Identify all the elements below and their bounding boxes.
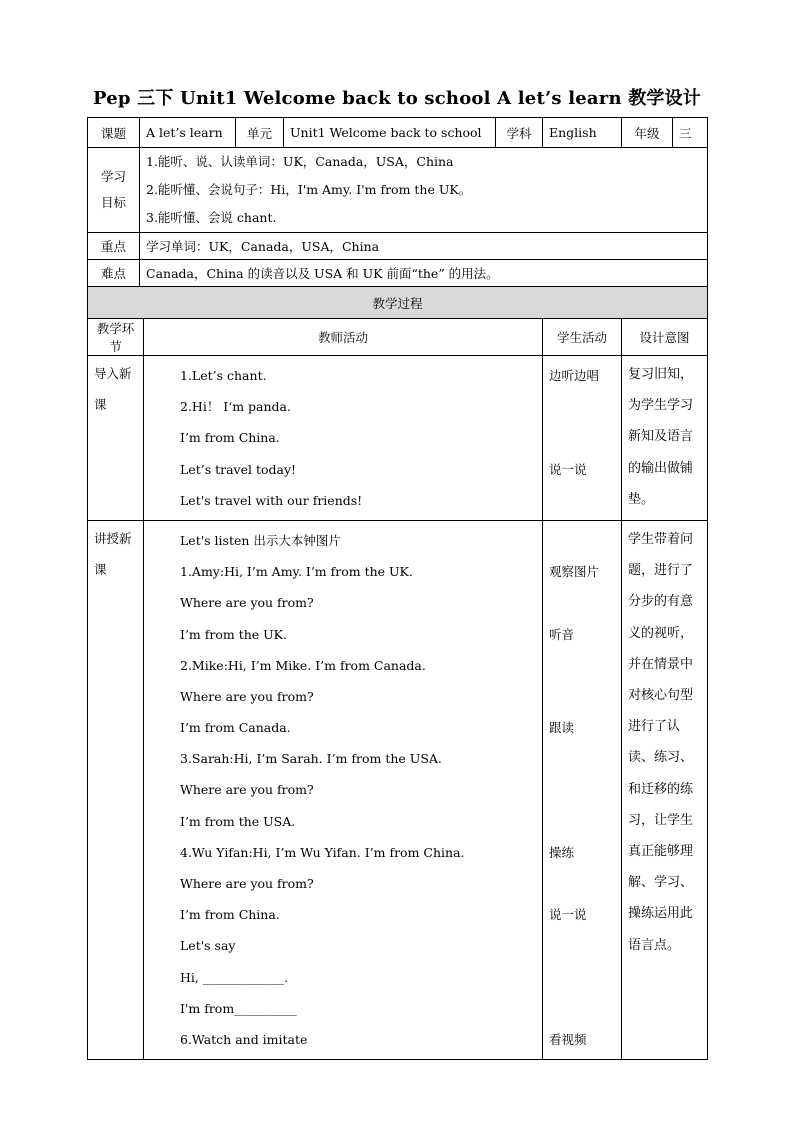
teach-teacher-line: 1.Amy:Hi, I’m Amy. I’m from the UK.	[180, 564, 413, 580]
teach-teacher-line: Where are you from?	[180, 782, 314, 798]
teach-student-line: 看视频	[549, 1031, 587, 1047]
teach-teacher-line: I’m from the USA.	[180, 813, 296, 829]
lesson-plan-table	[87, 117, 708, 1060]
course-label: 课题	[88, 118, 140, 148]
teach-teacher-line: I’m from the UK.	[180, 626, 287, 642]
grade-value: 三	[673, 118, 708, 148]
teach-student-line	[549, 525, 615, 556]
teach-student-line: 说一说	[549, 907, 587, 923]
course-value: A let’s learn	[140, 118, 236, 148]
subject-value: English	[543, 118, 622, 148]
teach-student-line	[549, 993, 615, 1024]
intro-teacher-line: 2.Hi！ I‘m panda.	[180, 399, 291, 415]
document-title: Pep 三下 Unit1 Welcome back to school A let’s learn 教学设计	[92, 88, 702, 109]
teach-teacher-line: Let's listen 出示大本钟图片	[180, 532, 341, 548]
grade-label: 年级	[622, 118, 673, 148]
teach-student-line	[549, 681, 615, 712]
teach-student-line: 跟读	[549, 720, 575, 736]
intro-student-cell	[543, 356, 622, 521]
process-header-row	[88, 287, 708, 319]
teach-student-line	[549, 930, 615, 961]
column-header-stage: 教学环节	[88, 319, 144, 356]
teach-teacher-line: I’m from China.	[180, 907, 280, 923]
teach-stage: 讲授新课	[88, 520, 144, 1059]
objective-item: 3.能听懂、会说 chant.	[146, 210, 277, 225]
teach-teacher-line: Where are you from?	[180, 595, 314, 611]
teach-teacher-line: 4.Wu Yifan:Hi, I’m Wu Yifan. I’m from China.	[180, 844, 465, 860]
teach-row	[88, 520, 708, 1059]
teach-teacher-line: Let's say	[180, 938, 236, 954]
info-row	[88, 118, 708, 148]
unit-label: 单元	[236, 118, 284, 148]
objective-item: 2.能听懂、会说句子：Hi，I'm Amy. I'm from the UK。	[146, 182, 472, 197]
intro-teacher-line: Let’s travel today!	[180, 461, 297, 477]
intro-student-line: 说一说	[549, 461, 587, 477]
teach-teacher-line: I’m from Canada.	[180, 720, 291, 736]
column-header-teacher: 教师活动	[144, 319, 543, 356]
teach-student-line	[549, 743, 615, 774]
intro-stage: 导入新课	[88, 356, 144, 521]
objective-item: 1.能听、说、认读单词：UK，Canada，USA，China	[146, 154, 454, 169]
teach-teacher-line: Where are you from?	[180, 876, 314, 891]
teach-teacher-line: Where are you from?	[180, 688, 314, 704]
teach-teacher-line: 3.Sarah:Hi, I’m Sarah. I’m from the USA.	[180, 751, 442, 767]
intro-student-line: 边听边唱	[549, 368, 600, 383]
teach-teacher-line: 2.Mike:Hi, I’m Mike. I’m from Canada.	[180, 657, 426, 673]
subject-label: 学科	[496, 118, 543, 148]
difficulties-label: 难点	[88, 260, 140, 287]
teach-student-line: 操练	[549, 844, 575, 860]
key-points-label: 重点	[88, 233, 140, 260]
objectives-row	[88, 148, 708, 233]
intro-teacher-line: 1.Let’s chant.	[180, 368, 267, 383]
teach-student-line	[549, 587, 615, 618]
teach-student-line	[549, 806, 615, 837]
intro-teacher-line: I’m from China.	[180, 430, 280, 446]
difficulties-row	[88, 260, 708, 287]
unit-value: Unit1 Welcome back to school	[284, 118, 496, 148]
intro-row	[88, 356, 708, 521]
teach-student-line	[549, 650, 615, 681]
teach-student-line	[549, 962, 615, 993]
column-header-intent: 设计意图	[622, 319, 708, 356]
teach-intent: 学生带着问题，进行了分步的有意义的视听，并在情景中对核心句型进行了认读、练习、和迁移的练习，让学生真正能够理解、学习、操练运用此语言点。	[622, 520, 708, 1059]
teach-student-line: 观察图片	[549, 564, 600, 580]
teach-student-line	[549, 774, 615, 805]
column-header-row	[88, 319, 708, 356]
teach-teacher-line: I'm from__________	[180, 1000, 297, 1016]
intro-teacher-cell	[144, 356, 543, 521]
objectives-cell	[140, 148, 708, 233]
intro-intent: 复习旧知，为学生学习新知及语言的输出做铺垫。	[622, 356, 708, 521]
intro-teacher-line: Let's travel with our friends!	[180, 492, 363, 508]
teach-student-cell	[543, 520, 622, 1059]
key-points-row	[88, 233, 708, 260]
key-points-value: 学习单词：UK，Canada，USA，China	[140, 233, 708, 260]
column-header-student: 学生活动	[543, 319, 622, 356]
intro-student-line	[549, 391, 615, 422]
intro-student-line	[549, 422, 615, 453]
teach-teacher-line: Hi, _____________.	[180, 969, 289, 985]
teach-teacher-cell	[144, 520, 543, 1059]
objectives-label: 学习 目标	[88, 148, 140, 233]
teach-teacher-line: 6.Watch and imitate	[180, 1031, 308, 1047]
process-header: 教学过程	[88, 287, 708, 319]
intro-student-line	[549, 485, 615, 516]
teach-student-line	[549, 868, 615, 899]
teach-student-line: 听音	[549, 626, 575, 642]
difficulties-value: Canada，China 的读音以及 USA 和 UK 前面“the” 的用法。	[140, 260, 708, 287]
